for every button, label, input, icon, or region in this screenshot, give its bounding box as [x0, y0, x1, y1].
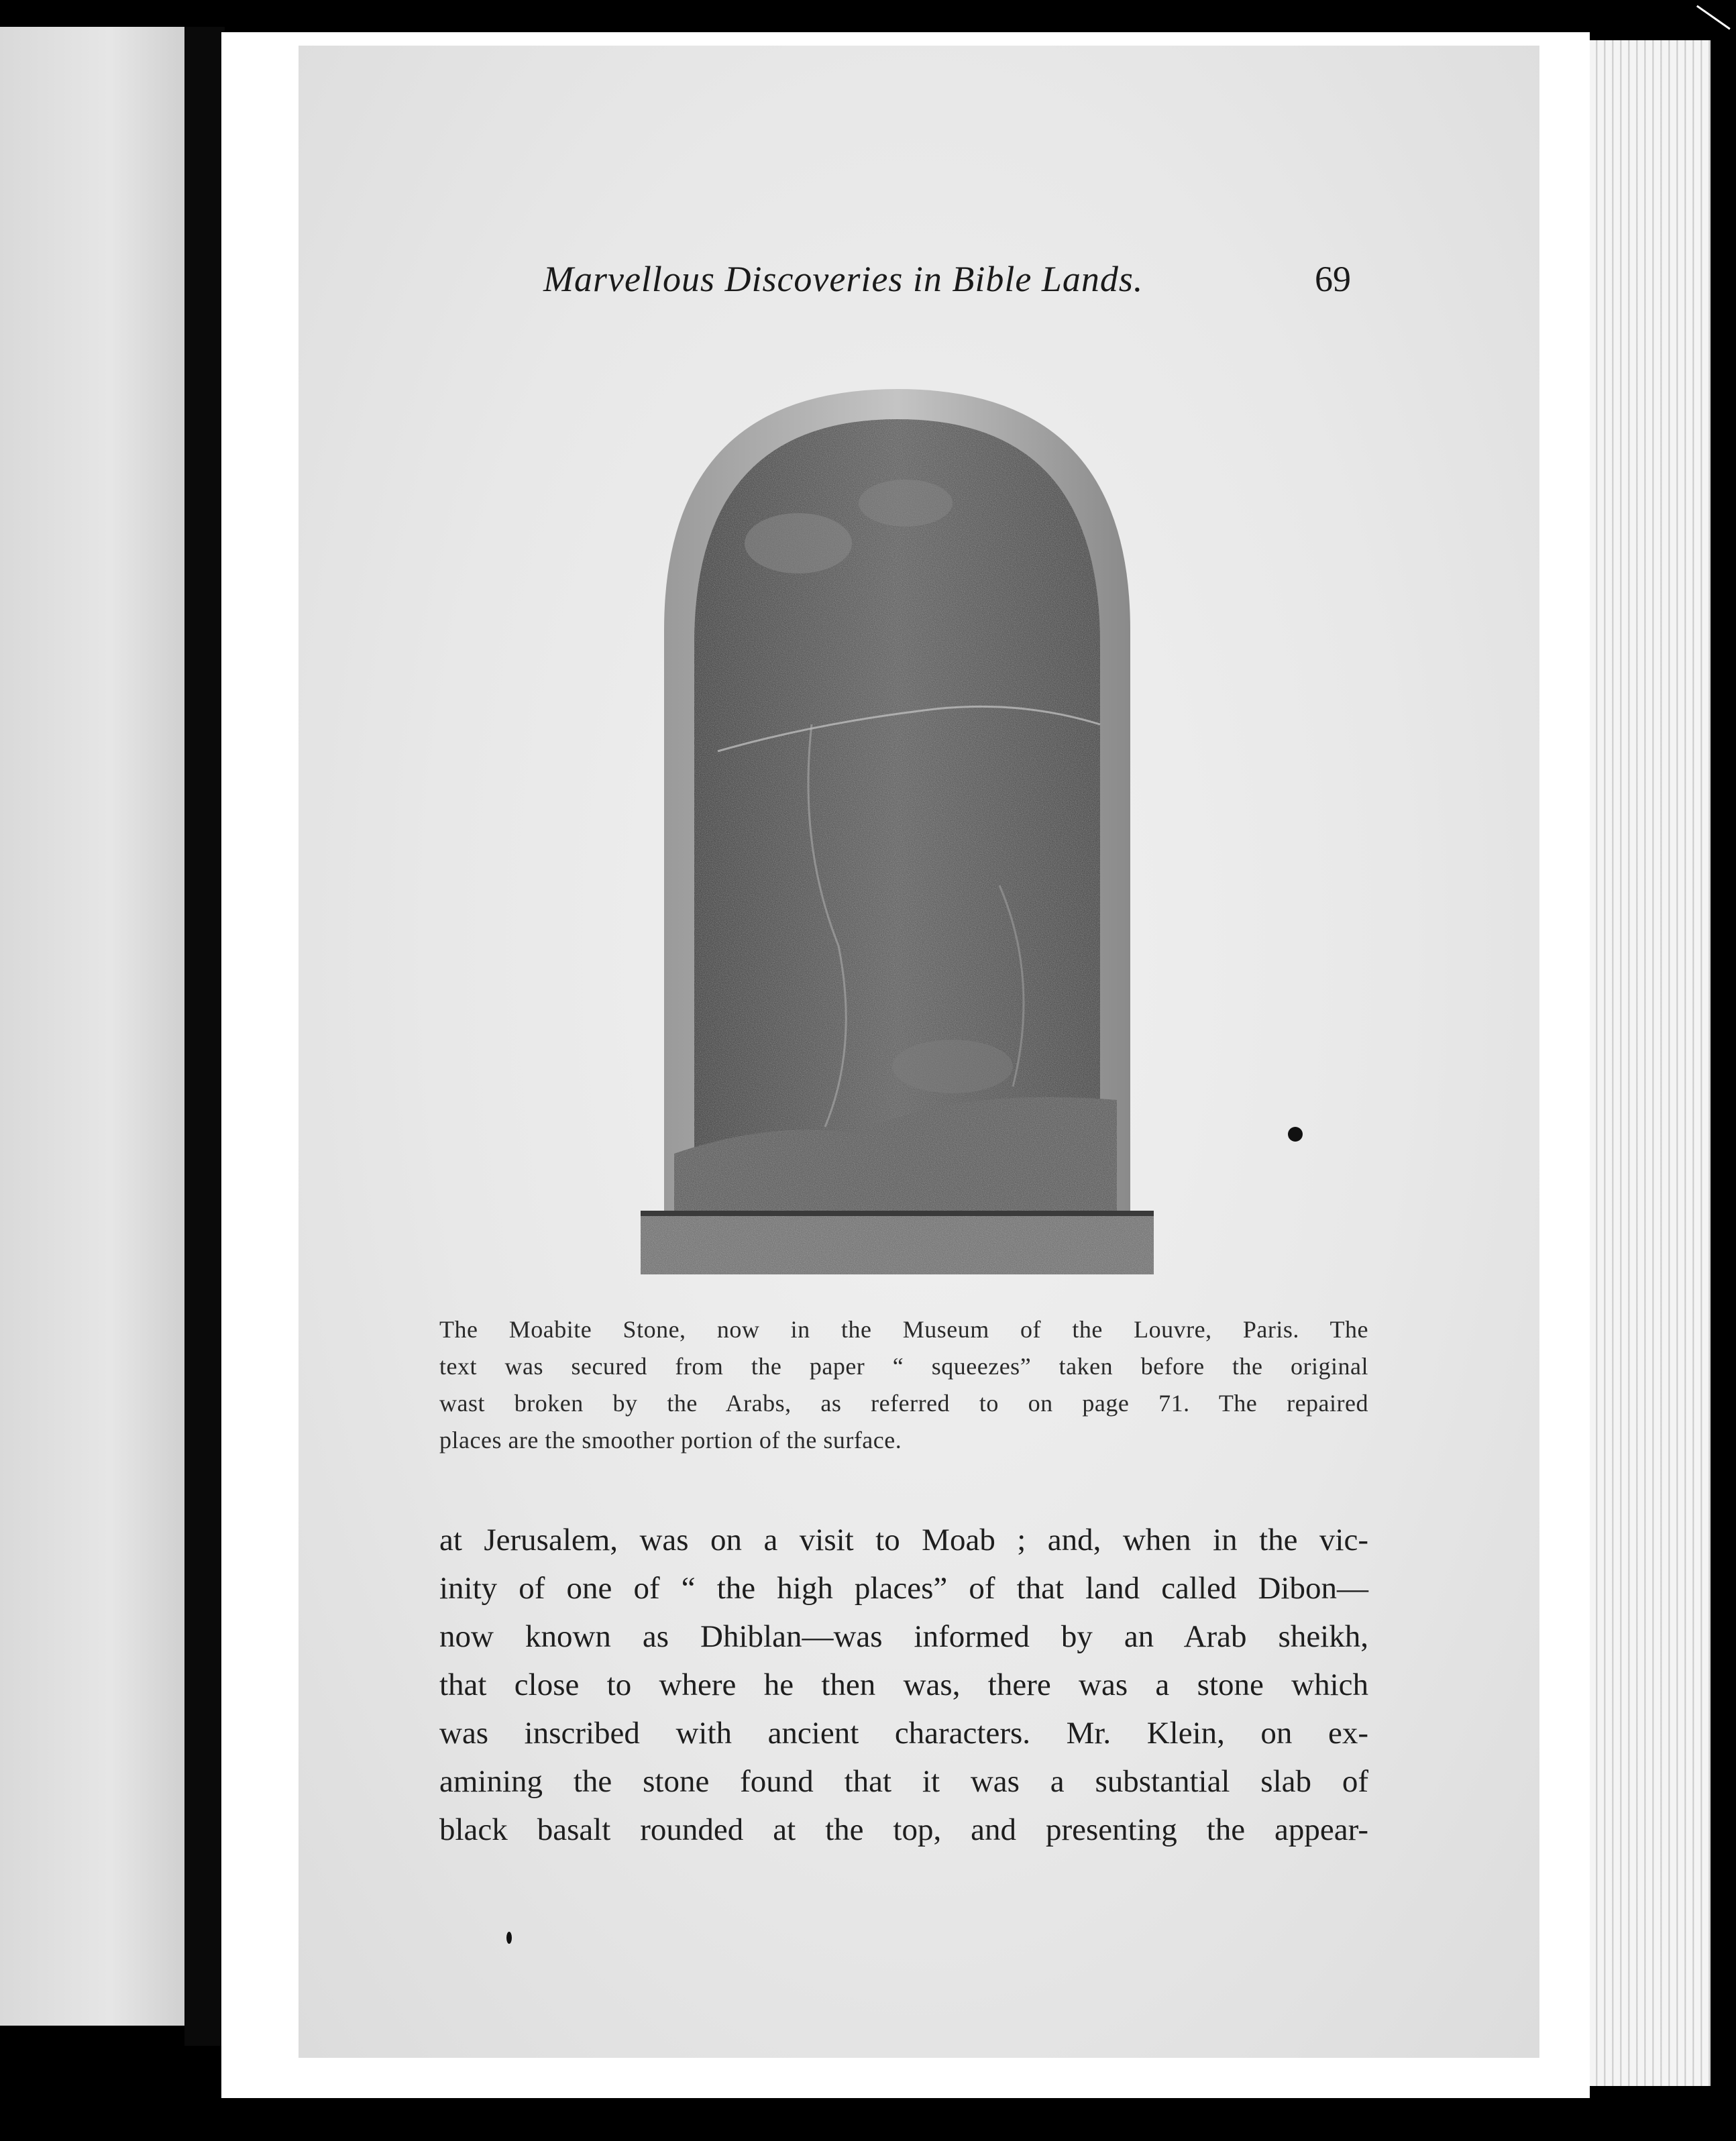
- body-line: now known as Dhiblan—was informed by an Arab sheikh,: [439, 1619, 1368, 1654]
- ink-speck: [1288, 1127, 1303, 1142]
- running-title: Marvellous Discoveries in Bible Lands.: [543, 259, 1144, 299]
- body-line: amining the stone found that it was a substantial slab of: [439, 1764, 1368, 1799]
- caption-line: places are the smoother portion of the surface.: [439, 1427, 902, 1453]
- body-line: at Jerusalem, was on a visit to Moab ; and, when in the vic-: [439, 1523, 1368, 1557]
- body-line: inity of one of “ the high places” of that land called Dibon—: [439, 1571, 1368, 1606]
- caption-line: text was secured from the paper “ squeezes” taken before the original: [439, 1353, 1368, 1380]
- body-line: black basalt rounded at the top, and presenting the appear-: [439, 1812, 1368, 1847]
- book-gutter: [184, 27, 225, 2046]
- repaired-patch: [859, 480, 953, 527]
- body-paragraph: [439, 1516, 1368, 1854]
- body-line: that close to where he then was, there was a stone which: [439, 1667, 1368, 1702]
- page-edges: [1590, 40, 1711, 2086]
- moabite-stone-illustration: [637, 376, 1157, 1278]
- caption-line: wast broken by the Arabs, as referred to on page 71. The repaired: [439, 1390, 1368, 1417]
- body-line: was inscribed with ancient characters. Mr. Klein, on ex-: [439, 1716, 1368, 1751]
- repaired-patch: [745, 513, 852, 573]
- figure-caption: [439, 1311, 1368, 1459]
- repaired-patch: [892, 1040, 1013, 1093]
- page-number: 69: [1315, 259, 1351, 299]
- facing-page-edge: [0, 27, 184, 2026]
- caption-line: The Moabite Stone, now in the Museum of the Louvre, Paris. The: [439, 1316, 1368, 1343]
- ink-speck: [506, 1932, 512, 1944]
